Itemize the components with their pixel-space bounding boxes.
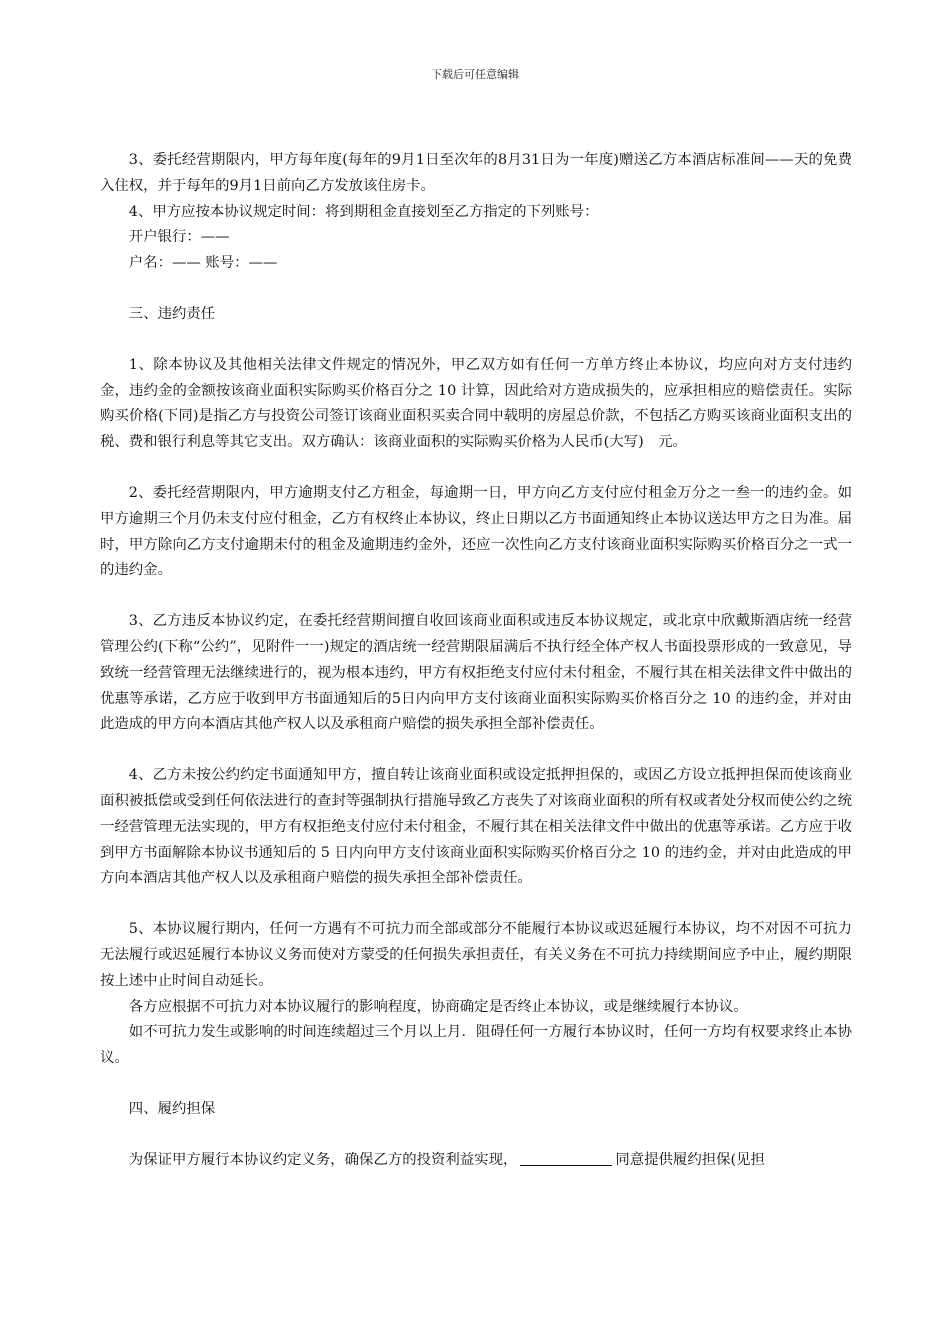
clause-5-continued: 各方应根据不可抗力对本协议履行的影响程度，协商确定是否终止本协议，或是继续履行本协议。 bbox=[128, 998, 748, 1015]
document-body bbox=[100, 148, 852, 1174]
guarantee-clause bbox=[100, 1148, 852, 1174]
guarantee-text-start: 为保证甲方履行本协议约定义务，确保乙方的投资利益实现， bbox=[128, 1151, 518, 1168]
clause-3: 3、乙方违反本协议约定，在委托经营期间擅自收回该商业面积或违反本协议规定，或北京中欣戴斯酒店统一经营管理公约(下称“公约”，见附件一一)规定的酒店统一经营期限届满后不执行经全体产权人书面投票形成的一致意见，导致统一经营管理无法继续进行的，视为根本违约，甲方有权拒绝支付应付未付租金，不履行其在相关法律文件中做出的优惠等承诺，乙方应于收到甲方书面通知后的5日内向甲方支付该商业面积实际购买价格百分之 10 的违约金，并对由此造成的甲方向本酒店其他产权人以及承租商户赔偿的损失承担全部补偿责任。 bbox=[100, 613, 852, 733]
section-title-guarantee: 四、履约担保 bbox=[128, 1100, 216, 1117]
page-header: 下载后可任意编辑 bbox=[431, 68, 519, 81]
clause-5: 5、本协议履行期内，任何一方遇有不可抗力而全部或部分不能履行本协议或迟延履行本协议，均不对因不可抗力无法履行或迟延履行本协议义务而使对方蒙受的任何损失承担责任，有关义务在不可抗力持续期间应予中止，履约期限按上述中止时间自动延长。 bbox=[100, 921, 852, 989]
section-title-liability: 三、违约责任 bbox=[128, 305, 216, 322]
clause-1: 1、除本协议及其他相关法律文件规定的情况外，甲乙双方如有任何一方单方终止本协议，均应向对方支付违约金，违约金的金额按该商业面积实际购买价格百分之 10 计算，因此给对方造成损失的，应承担相应的赔偿责任。实际购买价格(下同)是指乙方与投资公司签订该商业面积买卖合同中载明的房屋总价款，不包括乙方购买该商业面积支出的税、费和银行利息等其它支出。双方确认：该商业面积的实际购买价格为人民币(大写) 元。 bbox=[100, 356, 852, 451]
clause-4: 4、乙方未按公约约定书面通知甲方，擅自转让该商业面积或设定抵押担保的，或因乙方设立抵押担保而使该商业面积被抵偿或受到任何依法进行的查封等强制执行措施导致乙方丧失了对该商业面积的所有权或者处分权而使公约之统一经营管理无法实现的，甲方有权拒绝支付应付未付租金，不履行其在相关法律文件中做出的优惠等承诺。乙方应于收到甲方书面解除本协议书通知后的 5 日内向甲方支付该商业面积实际购买价格百分之 10 的违约金，并对由此造成的甲方向本酒店其他产权人以及承租商户赔偿的损失承担全部补偿责任。 bbox=[100, 767, 852, 887]
paragraph-rent-transfer: 4、甲方应按本协议规定时间：将到期租金直接划至乙方指定的下列账号： bbox=[128, 203, 599, 220]
guarantee-text-end: 同意提供履约担保(见担 bbox=[615, 1151, 765, 1168]
paragraph-free-room: 3、委托经营期限内，甲方每年度(每年的9月1日至次年的8月31日为一年度)赠送乙方本酒店标准间——天的免费入住权，并于每年的9月1日前向乙方发放该住房卡。 bbox=[100, 152, 852, 194]
account-field: 户名：—— 账号：—— bbox=[128, 255, 278, 272]
clause-2: 2、委托经营期限内，甲方逾期支付乙方租金，每逾期一日，甲方向乙方支付应付租金万分之一叁一的违约金。如甲方逾期三个月仍未支付应付租金，乙方有权终止本协议，终止日期以乙方书面通知终止本协议送达甲方之日为准。届时，甲方除向乙方支付逾期未付的租金及逾期违约金外，还应一次性向乙方支付该商业面积实际购买价格百分之一式一的违约金。 bbox=[100, 484, 852, 579]
bank-field: 开户银行：—— bbox=[128, 229, 230, 246]
clause-5-termination: 如不可抗力发生或影响的时间连续超过三个月以上月．阻碍任何一方履行本协议时，任何一方均有权要求终止本协议。 bbox=[100, 1024, 852, 1067]
guarantor-blank bbox=[520, 1148, 612, 1166]
